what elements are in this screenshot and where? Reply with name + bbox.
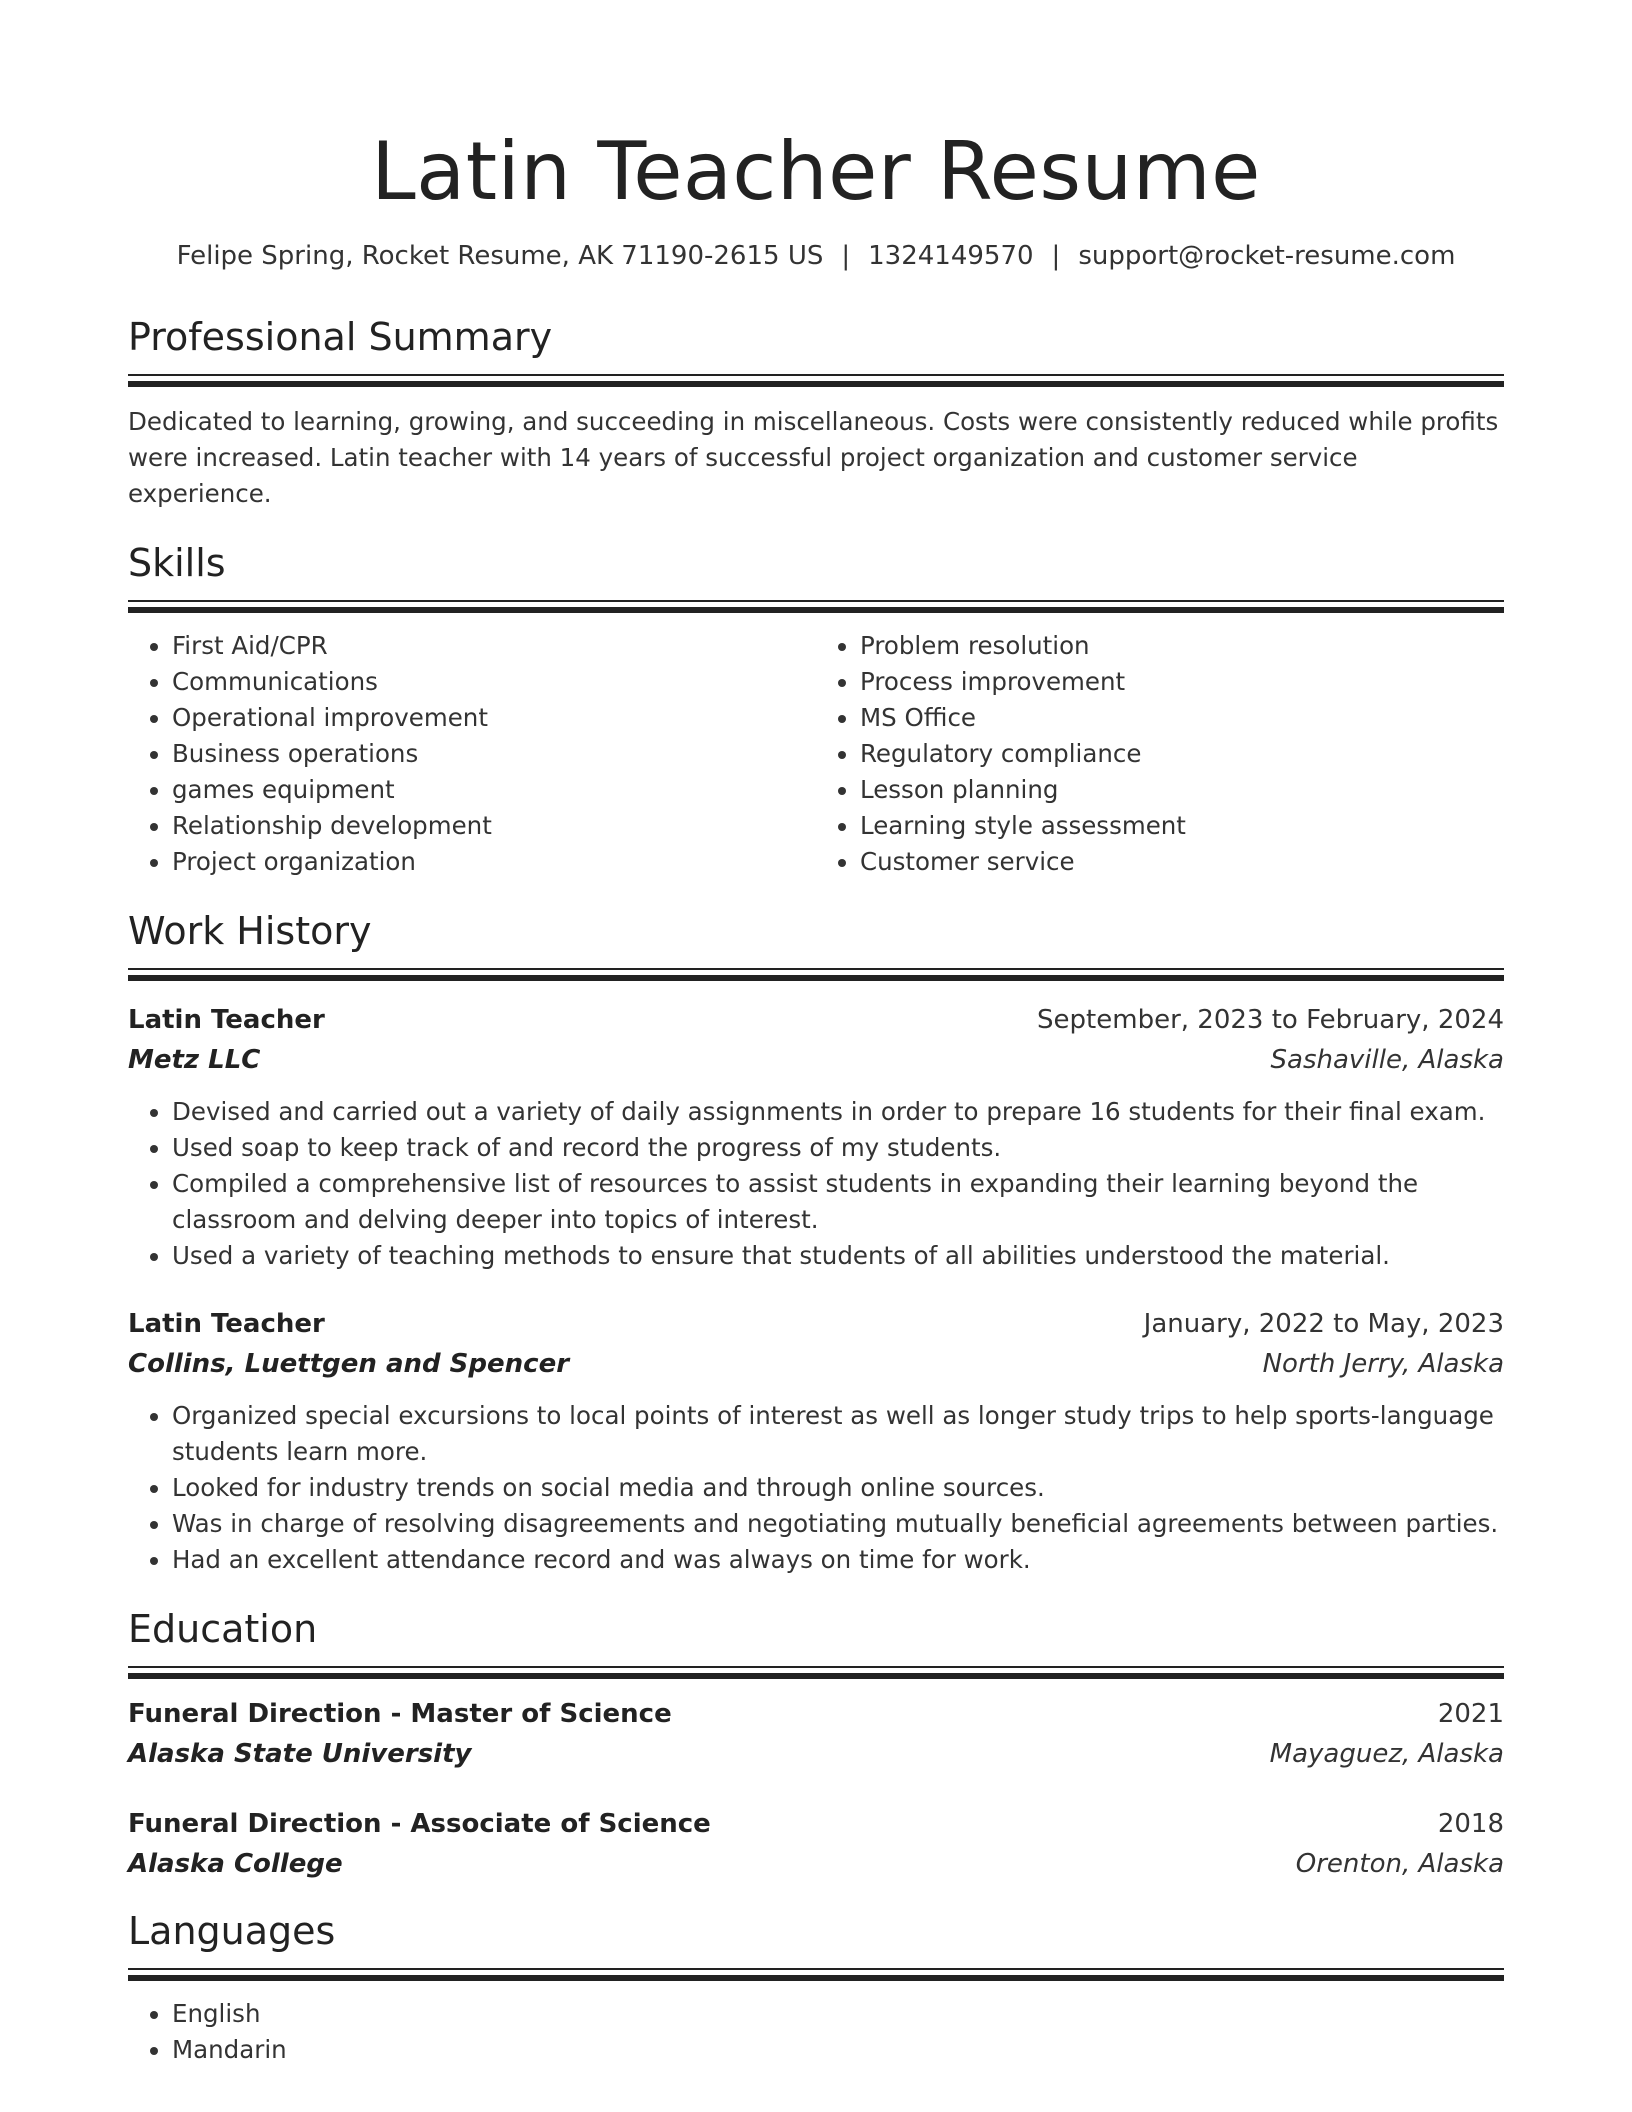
skills-heading: Skills bbox=[128, 541, 226, 585]
skill-item: • Operational improvement bbox=[172, 700, 816, 736]
education-school: Alaska State University bbox=[128, 1739, 472, 1769]
skills-list-right bbox=[816, 628, 1504, 880]
job-dates: January, 2022 to May, 2023 bbox=[1143, 1309, 1504, 1339]
education-header-row bbox=[128, 1694, 1504, 1734]
job-entry bbox=[128, 1304, 1504, 1578]
skills-list-left bbox=[128, 628, 816, 880]
education-degree: Funeral Direction - Master of Science bbox=[128, 1699, 672, 1729]
language-item: • Mandarin bbox=[172, 2032, 1504, 2068]
job-location: Sashaville, Alaska bbox=[1270, 1045, 1504, 1075]
summary-heading: Professional Summary bbox=[128, 315, 553, 359]
section-divider bbox=[128, 968, 1504, 982]
job-bullet: • Looked for industry trends on social media and through online sources. bbox=[172, 1470, 1504, 1506]
summary-text: Dedicated to learning, growing, and succeeding in miscellaneous. Costs were consistently reduced while profits were increased. Latin teacher with 14 years of successful project organization and customer service experience. bbox=[128, 407, 1499, 508]
job-bullet: • Used soap to keep track of and record the progress of my students. bbox=[172, 1130, 1504, 1166]
education-section bbox=[128, 1606, 1504, 1884]
education-year: 2018 bbox=[1437, 1809, 1504, 1839]
job-bullet: • Had an excellent attendance record and was always on time for work. bbox=[172, 1542, 1504, 1578]
contact-phone: 1324149570 bbox=[868, 241, 1034, 271]
skill-item: • Problem resolution bbox=[860, 628, 1504, 664]
job-bullets bbox=[128, 1094, 1504, 1274]
job-header-row bbox=[128, 1304, 1504, 1344]
education-org-row bbox=[128, 1844, 1504, 1884]
work-heading: Work History bbox=[128, 909, 372, 953]
skill-item: • First Aid/CPR bbox=[172, 628, 816, 664]
job-title: Latin Teacher bbox=[128, 1309, 325, 1339]
skills-grid bbox=[128, 628, 1504, 880]
education-entry bbox=[128, 1804, 1504, 1884]
skill-item: • Customer service bbox=[860, 844, 1504, 880]
job-entry bbox=[128, 1000, 1504, 1274]
section-divider bbox=[128, 1968, 1504, 1982]
job-bullet: • Organized special excursions to local points of interest as well as longer study trips to help sports-language students learn more. bbox=[172, 1398, 1504, 1470]
contact-separator: | bbox=[841, 241, 851, 271]
language-item: • English bbox=[172, 1996, 1504, 2032]
job-bullet: • Used a variety of teaching methods to ensure that students of all abilities understood the material. bbox=[172, 1238, 1504, 1274]
skill-item: • Lesson planning bbox=[860, 772, 1504, 808]
education-school: Alaska College bbox=[128, 1849, 343, 1879]
skill-item: • Regulatory compliance bbox=[860, 736, 1504, 772]
job-dates: September, 2023 to February, 2024 bbox=[1037, 1005, 1504, 1035]
section-divider bbox=[128, 600, 1504, 614]
contact-line bbox=[128, 238, 1504, 274]
job-org-row bbox=[128, 1040, 1504, 1080]
education-degree: Funeral Direction - Associate of Science bbox=[128, 1809, 711, 1839]
education-header-row bbox=[128, 1804, 1504, 1844]
languages-list bbox=[128, 1996, 1504, 2068]
education-heading: Education bbox=[128, 1607, 318, 1651]
education-org-row bbox=[128, 1734, 1504, 1774]
section-divider bbox=[128, 1666, 1504, 1680]
job-company: Collins, Luettgen and Spencer bbox=[128, 1349, 570, 1379]
skill-item: • Process improvement bbox=[860, 664, 1504, 700]
job-company: Metz LLC bbox=[128, 1045, 261, 1075]
skill-item: • Communications bbox=[172, 664, 816, 700]
resume-title: Latin Teacher Resume bbox=[371, 125, 1261, 218]
job-bullet: • Compiled a comprehensive list of resources to assist students in expanding their learning beyond the classroom and delving deeper into topics of interest. bbox=[172, 1166, 1504, 1238]
contact-separator: | bbox=[1051, 241, 1061, 271]
languages-section bbox=[128, 1908, 1504, 2068]
job-bullet: • Devised and carried out a variety of daily assignments in order to prepare 16 students for their final exam. bbox=[172, 1094, 1504, 1130]
job-title: Latin Teacher bbox=[128, 1005, 325, 1035]
skills-section bbox=[128, 540, 1504, 880]
skill-item: • Business operations bbox=[172, 736, 816, 772]
work-section bbox=[128, 908, 1504, 1578]
job-bullet: • Was in charge of resolving disagreements and negotiating mutually beneficial agreements between parties. bbox=[172, 1506, 1504, 1542]
job-org-row bbox=[128, 1344, 1504, 1384]
education-location: Orenton, Alaska bbox=[1295, 1849, 1504, 1879]
job-location: North Jerry, Alaska bbox=[1262, 1349, 1504, 1379]
skill-item: • Project organization bbox=[172, 844, 816, 880]
education-location: Mayaguez, Alaska bbox=[1269, 1739, 1504, 1769]
job-bullets bbox=[128, 1398, 1504, 1578]
languages-heading: Languages bbox=[128, 1909, 336, 1953]
skill-item: • MS Office bbox=[860, 700, 1504, 736]
skill-item: • games equipment bbox=[172, 772, 816, 808]
education-year: 2021 bbox=[1437, 1699, 1504, 1729]
skill-item: • Relationship development bbox=[172, 808, 816, 844]
contact-address: Felipe Spring, Rocket Resume, AK 71190-2615 US bbox=[176, 241, 824, 271]
summary-section bbox=[128, 314, 1504, 512]
section-divider bbox=[128, 374, 1504, 388]
skill-item: • Learning style assessment bbox=[860, 808, 1504, 844]
education-entry bbox=[128, 1694, 1504, 1774]
contact-email: support@rocket-resume.com bbox=[1078, 241, 1456, 271]
job-header-row bbox=[128, 1000, 1504, 1040]
